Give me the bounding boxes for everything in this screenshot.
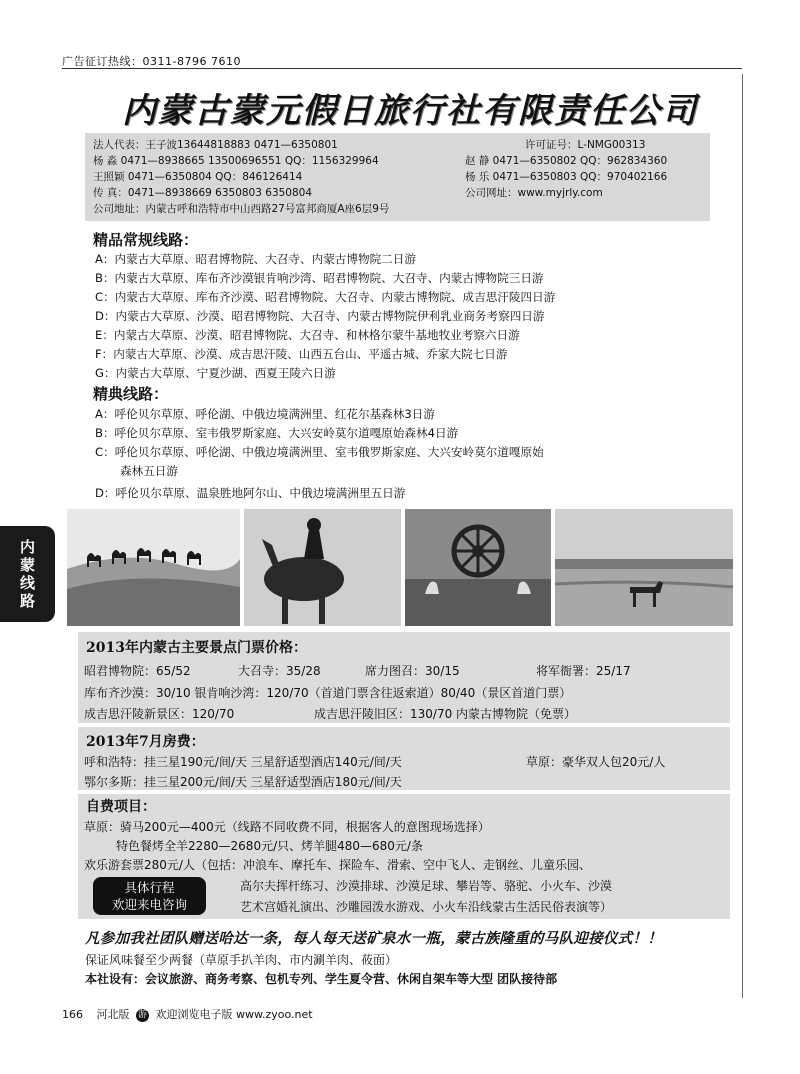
room-rates-box xyxy=(78,727,730,790)
ticket-price: 成吉思汗陵新景区：120/70 xyxy=(84,707,235,721)
side-tab-char: 内 xyxy=(19,538,35,556)
contact-line: 杨 乐 0471—6350803 QQ：970402166 xyxy=(465,171,668,183)
header-rule xyxy=(62,68,742,69)
route-item: B：呼伦贝尔草原、室韦俄罗斯家庭、大兴安岭莫尔道嘎原始森林4日游 xyxy=(95,426,459,440)
side-tab-char: 蒙 xyxy=(19,556,35,574)
consult-line: 具体行程 xyxy=(124,880,175,895)
optional-item: 草原：骑马200元—400元（线路不同收费不同，根据客人的意图现场选择） xyxy=(84,820,490,834)
route-item: D：呼伦贝尔草原、温泉胜地阿尔山、中俄边境满洲里五日游 xyxy=(95,486,406,500)
ticket-price: 大召寺：35/28 xyxy=(238,664,321,678)
contact-block xyxy=(85,133,710,221)
room-rate: 草原：豪华双人包20元/人 xyxy=(526,755,666,769)
route-item: C：呼伦贝尔草原、呼伦湖、中俄边境满洲里、室韦俄罗斯家庭、大兴安岭莫尔道嘎原始 xyxy=(95,445,544,459)
contact-line: 王照颖 0471—6350804 QQ：846126414 xyxy=(93,171,303,183)
route-item: A：内蒙古大草原、昭君博物院、大召寺、内蒙古博物院二日游 xyxy=(95,252,416,266)
grassland-horse-photo xyxy=(555,509,733,626)
ticket-prices-title: 2013年内蒙古主要景点门票价格： xyxy=(86,640,307,656)
company-title: 内蒙古蒙元假日旅行社有限责任公司 xyxy=(122,91,698,131)
desert-camel-photo xyxy=(67,509,240,626)
room-rate: 呼和浩特：挂三星190元/间/天 三星舒适型酒店140元/间/天 xyxy=(84,755,402,769)
optional-items-title: 自费项目： xyxy=(86,799,156,815)
ticket-prices-box xyxy=(78,632,730,723)
route-item: C：内蒙古大草原、库布齐沙漠、昭君博物院、大召寺、内蒙古博物院、成吉思汗陵四日游 xyxy=(95,290,556,304)
ad-hotline: 广告征订热线：0311-8796 7610 xyxy=(62,55,241,68)
services-note: 本社设有：会议旅游、商务考察、包机专列、学生夏令营、休闲自架车等大型 团队接待部 xyxy=(85,972,558,986)
optional-item: 艺术宫婚礼演出、沙雕园泼水游戏、小火车沿线蒙古生活民俗表演等） xyxy=(240,900,613,914)
route-item: G：内蒙古大草原、宁夏沙湖、西夏王陵六日游 xyxy=(95,366,336,380)
classic-routes-title: 精典线路： xyxy=(93,385,169,403)
footer-url[interactable]: www.zyoo.net xyxy=(236,1008,313,1021)
route-item: F：内蒙古大草原、沙漠、成吉思汗陵、山西五台山、平遥古城、乔家大院七日游 xyxy=(95,347,508,361)
side-tab-char: 路 xyxy=(19,592,35,610)
page-footer xyxy=(62,1006,313,1022)
zyoo-logo-icon: 游 xyxy=(137,1009,147,1020)
route-item: A：呼伦贝尔草原、呼伦湖、中俄边境满洲里、红花尔基森林3日游 xyxy=(95,407,435,421)
dharma-wheel-photo xyxy=(405,509,551,626)
route-item: 森林五日游 xyxy=(120,464,178,478)
page-number: 166 xyxy=(62,1008,83,1021)
license-number: 许可证号：L-NMG00313 xyxy=(525,139,646,151)
optional-item: 欢乐游套票280元/人（包括：冲浪车、摩托车、探险车、滑索、空中飞人、走钢丝、儿童乐园、 xyxy=(84,858,591,872)
contact-address: 公司地址：内蒙古呼和浩特市中山西路27号富邦商厦A座6层9号 xyxy=(93,203,390,215)
promo-banner: 凡参加我社团队赠送哈达一条，每人每天送矿泉水一瓶，蒙古族隆重的马队迎接仪式！！ xyxy=(85,931,663,947)
consult-badge xyxy=(93,877,206,915)
route-item: E：内蒙古大草原、沙漠、昭君博物院、大召寺、和林格尔蒙牛基地牧业考察六日游 xyxy=(95,328,520,342)
ticket-price: 成吉思汗陵旧区：130/70 内蒙古博物院（免票） xyxy=(314,707,577,721)
contact-line: 法人代表：王子波13644818883 0471—6350801 xyxy=(93,139,338,151)
side-tab-inner-mongolia-routes xyxy=(0,526,55,622)
regular-routes-title: 精品常规线路： xyxy=(93,231,199,249)
optional-item: 特色餐烤全羊2280—2680元/只、烤羊腿480—680元/条 xyxy=(116,839,423,853)
meal-note: 保证风味餐至少两餐（草原手扒羊肉、市内涮羊肉、莜面） xyxy=(85,953,398,967)
contact-line: 赵 静 0471—6350802 QQ：962834360 xyxy=(465,155,668,167)
consult-line: 欢迎来电咨询 xyxy=(111,897,187,912)
footer-text: 欢迎浏览电子版 xyxy=(155,1008,233,1021)
route-item: B：内蒙古大草原、库布齐沙漠银肯响沙湾、昭君博物院、大召寺、内蒙古博物院三日游 xyxy=(95,271,544,285)
edition-label: 河北版 xyxy=(96,1008,130,1021)
side-tab-char: 线 xyxy=(19,574,35,592)
room-rates-title: 2013年7月房费： xyxy=(86,734,205,750)
genghis-statue-photo xyxy=(244,509,401,626)
optional-item: 高尔夫挥杆练习、沙漠排球、沙漠足球、攀岩等、骆驼、小火车、沙漠 xyxy=(240,879,613,893)
contact-line: 传 真：0471—8938669 6350803 6350804 xyxy=(93,187,313,199)
ticket-price: 将军衙署：25/17 xyxy=(536,664,631,678)
contact-line: 杨 淼 0471—8938665 13500696551 QQ：1156329964 xyxy=(93,155,379,167)
room-rate: 鄂尔多斯：挂三星200元/间/天 三星舒适型酒店180元/间/天 xyxy=(84,775,402,789)
route-item: D：内蒙古大草原、沙漠、昭君博物院、大召寺、内蒙古博物院伊利乳业商务考察四日游 xyxy=(95,309,545,323)
ticket-price: 昭君博物院：65/52 xyxy=(84,664,191,678)
company-website: 公司网址：www.myjrly.com xyxy=(465,187,603,199)
ticket-price: 席力图召：30/15 xyxy=(365,664,460,678)
ticket-price: 库布齐沙漠：30/10 银肯响沙湾：120/70（首道门票含往返索道）80/40（景区首道门票） xyxy=(84,686,572,700)
